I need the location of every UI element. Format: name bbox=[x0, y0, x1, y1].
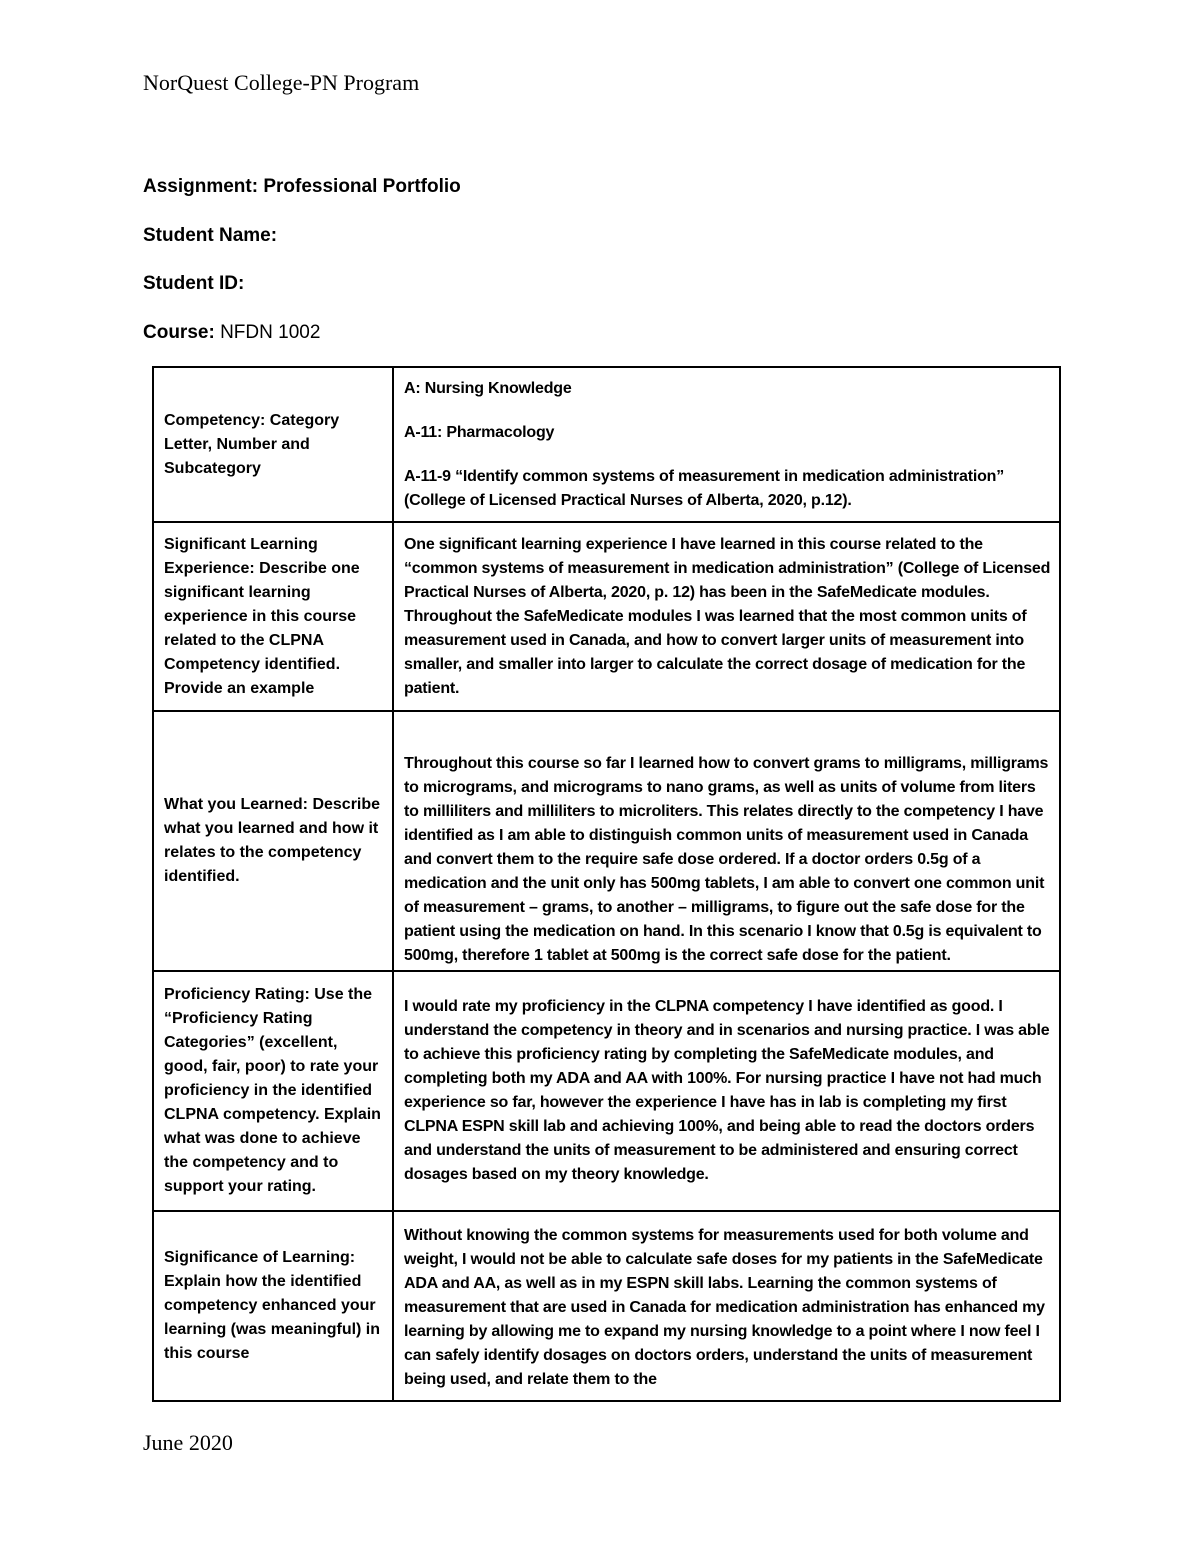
course-label: Course: bbox=[143, 321, 215, 343]
competency-category: A: Nursing Knowledge bbox=[404, 379, 572, 397]
table-row-significant-learning bbox=[153, 522, 1060, 711]
assignment-title: Assignment: Professional Portfolio bbox=[143, 176, 461, 197]
significant-learning-content-cell bbox=[393, 522, 1060, 711]
table-row-significance bbox=[153, 1211, 1060, 1401]
significance-text: Without knowing the common systems for measurements used for both volume and weight, I would not be able to calculate safe doses for my patients in the SafeMedicate ADA and AA, as well as in my ESPN skill labs. Learning the common systems of measurement that are used in Canada for medication administration has enhanced my learning by allowing me to expand my nursing knowledge to a point where I now feel I can safely identify dosages on doctors orders, understand the units of measurement being used, and relate them to the bbox=[404, 1227, 1045, 1388]
what-you-learned-text: Throughout this course so far I learned how to convert grams to milligrams, milligrams to micrograms, and micrograms to nano grams, as well as units of volume from liters to milliliters and milliliters to microliters. This relates directly to the competency I have identified as I am able to distinguish common units of measurement used in Canada and convert them to the require safe dose ordered. If a doctor orders 0.5g of a medication and the unit only has 500mg tablets, I am able to convert one common unit of measurement – grams, to another – milligrams, to figure out the safe dose for the patient using the medication on hand. In this scenario I know that 0.5g is equivalent to 500mg, therefore 1 tablet at 500mg is the correct safe dose for the patient. bbox=[404, 755, 1049, 964]
assignment-info bbox=[143, 173, 461, 367]
competency-label-cell: Competency: Category Letter, Number and Subcategory bbox=[153, 367, 393, 522]
significance-label-cell: Significance of Learning: Explain how the identified competency enhanced your learning (was meaningful) in this course bbox=[153, 1211, 393, 1401]
student-name-line bbox=[143, 222, 461, 271]
significant-learning-text: One significant learning experience I have learned in this course related to the “common systems of measurement in medication administration” (College of Licensed Practical Nurses of Alberta, 2020, p. 12) has been in the SafeMedicate modules. Throughout the SafeMedicate modules I was learned that the most common units of measurement used in Canada, and how to convert larger units of measurement into smaller, and smaller into larger to calculate the correct dosage of medication for the patient. bbox=[404, 535, 1051, 697]
student-name-label: Student Name: bbox=[143, 224, 278, 246]
course-line bbox=[143, 319, 461, 368]
proficiency-rating-text: I would rate my proficiency in the CLPNA competency I have identified as good. I understand the competency in theory and in scenarios and nursing practice. I was able to achieve this proficiency rating by completing the SafeMedicate modules, and completing both my ADA and AA with 100%. For nursing practice I have not had much experience so far, however the experience I have has in lab is completing my first CLPNA ESPN skill lab and achieving 100%, and being able to read the doctors orders and understand the units of measurement to be administered and ensuring correct dosages based on my theory knowledge. bbox=[404, 998, 1050, 1183]
table-row-competency bbox=[153, 367, 1060, 522]
table-row-what-you-learned bbox=[153, 711, 1060, 971]
student-id-label: Student ID: bbox=[143, 273, 245, 294]
competency-subcategory: A-11-9 “Identify common systems of measurement in medication administration” (College of Licensed Practical Nurses of Alberta, 2020, p.12). bbox=[404, 467, 1005, 509]
competency-number: A-11: Pharmacology bbox=[404, 423, 555, 441]
student-id-line bbox=[143, 270, 461, 319]
portfolio-table bbox=[152, 366, 1061, 1402]
page-footer: June 2020 bbox=[143, 1430, 233, 1455]
what-you-learned-label-cell: What you Learned: Describe what you learned and how it relates to the competency identified. bbox=[153, 711, 393, 971]
course-value: NFDN 1002 bbox=[220, 321, 321, 343]
significance-content-cell bbox=[393, 1211, 1060, 1401]
competency-content-cell bbox=[393, 367, 1060, 522]
proficiency-rating-label-cell: Proficiency Rating: Use the “Proficiency Rating Categories” (excellent, good, fair, poor) to rate your proficiency in the identified CLPNA competency. Explain what was done to achieve the competency and to support your rating. bbox=[153, 971, 393, 1211]
table-row-proficiency-rating bbox=[153, 971, 1060, 1211]
significant-learning-label-cell: Significant Learning Experience: Describe one significant learning experience in this course related to the CLPNA Competency identified. Provide an example bbox=[153, 522, 393, 711]
what-you-learned-content-cell bbox=[393, 711, 1060, 971]
proficiency-rating-content-cell bbox=[393, 971, 1060, 1211]
page-header: NorQuest College-PN Program bbox=[143, 70, 420, 95]
